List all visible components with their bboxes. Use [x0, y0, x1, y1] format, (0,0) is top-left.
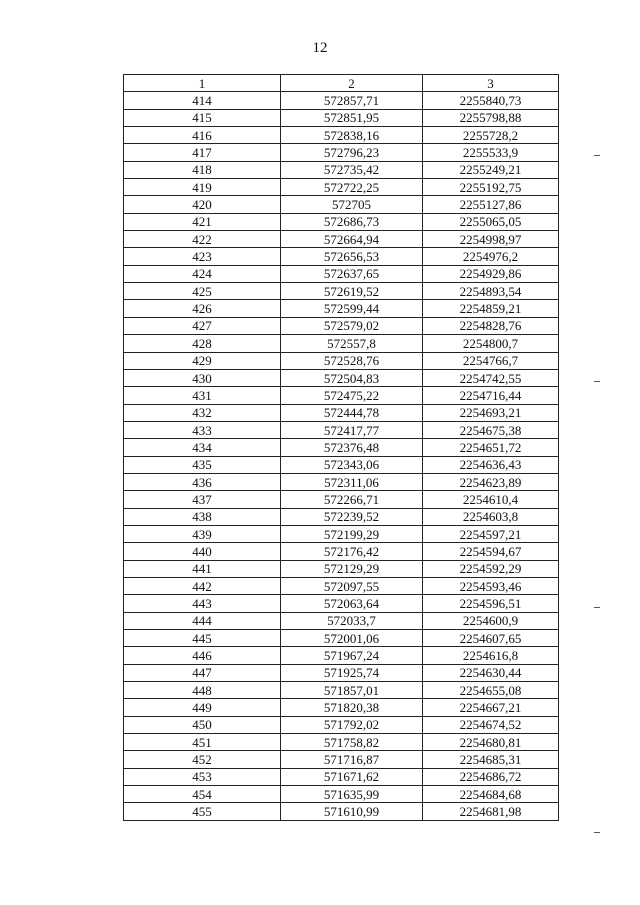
table-cell: 422	[124, 231, 281, 248]
table-row	[124, 525, 559, 542]
table-row	[124, 508, 559, 525]
table-cell: 420	[124, 196, 281, 213]
table-row	[124, 92, 559, 109]
table-row	[124, 213, 559, 230]
table-cell: 2254610,4	[423, 491, 559, 508]
table-cell: 425	[124, 283, 281, 300]
table-cell: 571610,99	[281, 803, 423, 820]
table-cell: 572343,06	[281, 456, 423, 473]
table-row	[124, 491, 559, 508]
table-cell: 435	[124, 456, 281, 473]
table-row	[124, 369, 559, 386]
table-cell: 572619,52	[281, 283, 423, 300]
table-cell: 448	[124, 682, 281, 699]
table-row	[124, 473, 559, 490]
table-cell: 423	[124, 248, 281, 265]
table-row	[124, 595, 559, 612]
table-cell: 438	[124, 508, 281, 525]
table-cell: 418	[124, 161, 281, 178]
table-row	[124, 664, 559, 681]
table-cell: 2254859,21	[423, 300, 559, 317]
table-cell: 2254716,44	[423, 387, 559, 404]
table-cell: 572063,64	[281, 595, 423, 612]
page-number: 12	[312, 40, 328, 56]
table-cell: 426	[124, 300, 281, 317]
table-cell: 572664,94	[281, 231, 423, 248]
table-cell: 430	[124, 369, 281, 386]
table-row	[124, 179, 559, 196]
table-row	[124, 109, 559, 126]
table-cell: 572504,83	[281, 369, 423, 386]
table-cell: 572475,22	[281, 387, 423, 404]
coordinates-table	[123, 74, 559, 821]
table-cell: 2254603,8	[423, 508, 559, 525]
table-row	[124, 612, 559, 629]
table-cell: 2254592,29	[423, 560, 559, 577]
table-cell: 417	[124, 144, 281, 161]
column-header: 3	[423, 75, 559, 92]
table-cell: 2254630,44	[423, 664, 559, 681]
table-cell: 572528,76	[281, 352, 423, 369]
table-cell: 2254684,68	[423, 786, 559, 803]
table-cell: 2255533,9	[423, 144, 559, 161]
table-cell: 2254681,98	[423, 803, 559, 820]
margin-mark	[594, 832, 600, 833]
table-row	[124, 404, 559, 421]
table-row	[124, 699, 559, 716]
table-cell: 572686,73	[281, 213, 423, 230]
table-cell: 572705	[281, 196, 423, 213]
table-cell: 572557,8	[281, 335, 423, 352]
table-header-row	[124, 75, 559, 92]
table-row	[124, 647, 559, 664]
table-row	[124, 768, 559, 785]
table-cell: 571671,62	[281, 768, 423, 785]
table-row	[124, 387, 559, 404]
table-cell: 2255192,75	[423, 179, 559, 196]
table-cell: 2254636,43	[423, 456, 559, 473]
table-cell: 2254686,72	[423, 768, 559, 785]
table-cell: 571716,87	[281, 751, 423, 768]
table-cell: 2254998,97	[423, 231, 559, 248]
table-cell: 451	[124, 734, 281, 751]
table-cell: 571635,99	[281, 786, 423, 803]
table-cell: 572656,53	[281, 248, 423, 265]
table-cell: 431	[124, 387, 281, 404]
table-cell: 2254623,89	[423, 473, 559, 490]
table-cell: 572097,55	[281, 577, 423, 594]
table-cell: 572796,23	[281, 144, 423, 161]
table-row	[124, 682, 559, 699]
table-cell: 2255728,2	[423, 127, 559, 144]
table-row	[124, 283, 559, 300]
table-cell: 440	[124, 543, 281, 560]
table-cell: 429	[124, 352, 281, 369]
table-cell: 444	[124, 612, 281, 629]
table-row	[124, 421, 559, 438]
table-cell: 453	[124, 768, 281, 785]
table-cell: 2254667,21	[423, 699, 559, 716]
table-cell: 572176,42	[281, 543, 423, 560]
table-row	[124, 439, 559, 456]
table-cell: 2254685,31	[423, 751, 559, 768]
table-cell: 2255798,88	[423, 109, 559, 126]
table-row	[124, 144, 559, 161]
table-row	[124, 196, 559, 213]
table-cell: 449	[124, 699, 281, 716]
column-header: 1	[124, 75, 281, 92]
table-cell: 452	[124, 751, 281, 768]
table-row	[124, 751, 559, 768]
table-cell: 2254828,76	[423, 317, 559, 334]
table-row	[124, 734, 559, 751]
table-row	[124, 716, 559, 733]
table-cell: 2255065,05	[423, 213, 559, 230]
table-cell: 2254929,86	[423, 265, 559, 282]
table-row	[124, 248, 559, 265]
table-cell: 414	[124, 92, 281, 109]
table-cell: 2254594,67	[423, 543, 559, 560]
table-row	[124, 543, 559, 560]
table-cell: 572001,06	[281, 630, 423, 647]
table-cell: 572199,29	[281, 525, 423, 542]
table-cell: 2254651,72	[423, 439, 559, 456]
table-cell: 572637,65	[281, 265, 423, 282]
table-cell: 432	[124, 404, 281, 421]
table-cell: 572266,71	[281, 491, 423, 508]
table-cell: 572417,77	[281, 421, 423, 438]
table-cell: 2254607,65	[423, 630, 559, 647]
table-cell: 2254693,21	[423, 404, 559, 421]
table-cell: 415	[124, 109, 281, 126]
table-cell: 447	[124, 664, 281, 681]
table-cell: 571792,02	[281, 716, 423, 733]
table-row	[124, 161, 559, 178]
table-cell: 445	[124, 630, 281, 647]
table-cell: 571820,38	[281, 699, 423, 716]
table-cell: 2254976,2	[423, 248, 559, 265]
margin-mark	[594, 155, 600, 156]
table-cell: 2255840,73	[423, 92, 559, 109]
table-cell: 428	[124, 335, 281, 352]
table-cell: 572838,16	[281, 127, 423, 144]
table-cell: 2254674,52	[423, 716, 559, 733]
table-row	[124, 803, 559, 820]
table-row	[124, 300, 559, 317]
table-cell: 446	[124, 647, 281, 664]
table-cell: 2254597,21	[423, 525, 559, 542]
table-cell: 437	[124, 491, 281, 508]
table-row	[124, 577, 559, 594]
table-cell: 421	[124, 213, 281, 230]
table-cell: 572722,25	[281, 179, 423, 196]
table-row	[124, 560, 559, 577]
table-cell: 2254655,08	[423, 682, 559, 699]
table-row	[124, 786, 559, 803]
table-cell: 441	[124, 560, 281, 577]
table-cell: 572857,71	[281, 92, 423, 109]
table-row	[124, 335, 559, 352]
table-row	[124, 231, 559, 248]
table-cell: 439	[124, 525, 281, 542]
table-cell: 443	[124, 595, 281, 612]
table-row	[124, 352, 559, 369]
column-header: 2	[281, 75, 423, 92]
table-cell: 2254593,46	[423, 577, 559, 594]
table-cell: 571967,24	[281, 647, 423, 664]
table-cell: 2254675,38	[423, 421, 559, 438]
table-cell: 2254600,9	[423, 612, 559, 629]
table-cell: 572579,02	[281, 317, 423, 334]
table-cell: 450	[124, 716, 281, 733]
table-cell: 572033,7	[281, 612, 423, 629]
table-cell: 442	[124, 577, 281, 594]
margin-mark	[594, 381, 600, 382]
table-cell: 2254596,51	[423, 595, 559, 612]
margin-mark	[594, 607, 600, 608]
table-cell: 2254742,55	[423, 369, 559, 386]
table-cell: 416	[124, 127, 281, 144]
table-cell: 434	[124, 439, 281, 456]
table-cell: 454	[124, 786, 281, 803]
table-cell: 455	[124, 803, 281, 820]
table-cell: 436	[124, 473, 281, 490]
table-cell: 2254893,54	[423, 283, 559, 300]
table-row	[124, 127, 559, 144]
table-cell: 2254766,7	[423, 352, 559, 369]
table-cell: 572735,42	[281, 161, 423, 178]
table-cell: 572376,48	[281, 439, 423, 456]
table-cell: 572444,78	[281, 404, 423, 421]
table-row	[124, 317, 559, 334]
table-cell: 2255249,21	[423, 161, 559, 178]
table-cell: 572311,06	[281, 473, 423, 490]
table-cell: 2254680,81	[423, 734, 559, 751]
table-cell: 2254800,7	[423, 335, 559, 352]
table-cell: 2254616,8	[423, 647, 559, 664]
table-row	[124, 456, 559, 473]
table-row	[124, 265, 559, 282]
table-row	[124, 630, 559, 647]
table-cell: 427	[124, 317, 281, 334]
table-cell: 572851,95	[281, 109, 423, 126]
table-cell: 572239,52	[281, 508, 423, 525]
table-cell: 572129,29	[281, 560, 423, 577]
table-cell: 571925,74	[281, 664, 423, 681]
table-body	[124, 92, 559, 820]
table-cell: 572599,44	[281, 300, 423, 317]
table-cell: 571857,01	[281, 682, 423, 699]
table-cell: 419	[124, 179, 281, 196]
table-cell: 2255127,86	[423, 196, 559, 213]
table-cell: 424	[124, 265, 281, 282]
table-cell: 433	[124, 421, 281, 438]
table-cell: 571758,82	[281, 734, 423, 751]
